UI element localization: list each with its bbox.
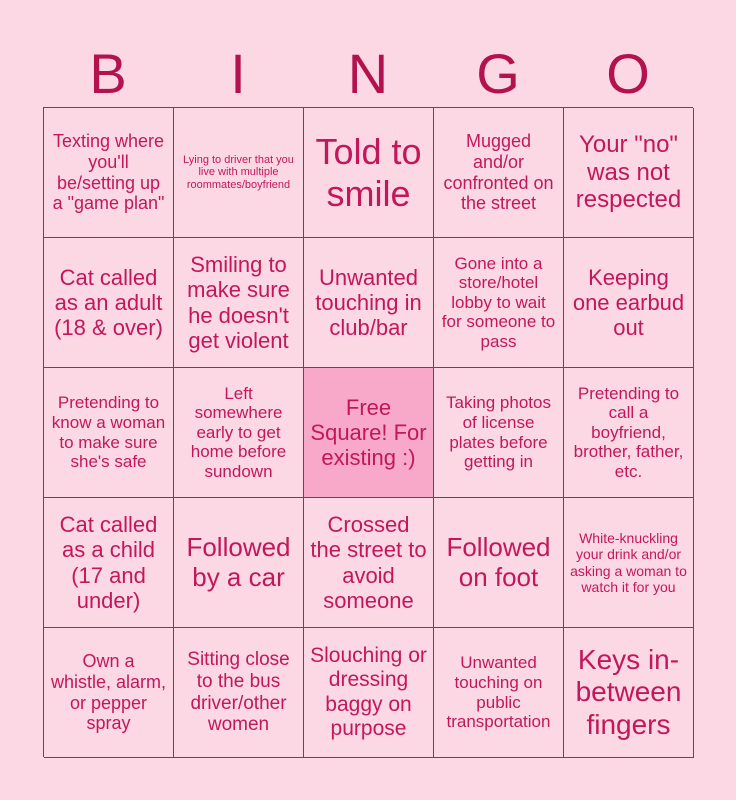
bingo-cell[interactable]: Your "no" was not respected [564,108,694,238]
bingo-cell[interactable]: Sitting close to the bus driver/other women [174,628,304,758]
bingo-header [43,40,693,108]
header-letter-i: I [230,42,246,105]
header-letter-n: N [347,42,389,105]
bingo-cell[interactable]: Cat called as an adult (18 & over) [44,238,174,368]
header-letter-b: B [89,42,127,105]
bingo-cell[interactable]: Crossed the street to avoid someone [304,498,434,628]
bingo-board [43,107,693,757]
bingo-cell[interactable]: Mugged and/or confronted on the street [434,108,564,238]
bingo-cell[interactable]: White-knuckling your drink and/or asking a woman to watch it for you [564,498,694,628]
bingo-cell[interactable]: Pretending to call a boyfriend, brother, father, etc. [564,368,694,498]
bingo-cell[interactable]: Told to smile [304,108,434,238]
bingo-cell[interactable]: Left somewhere early to get home before sundown [174,368,304,498]
bingo-cell[interactable]: Unwanted touching on public transportation [434,628,564,758]
bingo-cell[interactable]: Pretending to know a woman to make sure she's safe [44,368,174,498]
bingo-cell[interactable]: Unwanted touching in club/bar [304,238,434,368]
bingo-cell[interactable]: Lying to driver that you live with multiple roommates/boyfriend [174,108,304,238]
bingo-cell[interactable]: Keeping one earbud out [564,238,694,368]
bingo-cell[interactable]: Followed on foot [434,498,564,628]
bingo-cell[interactable]: Gone into a store/hotel lobby to wait for someone to pass [434,238,564,368]
free-square-cell[interactable]: Free Square! For existing :) [304,368,434,498]
header-letter-o: O [606,42,650,105]
bingo-cell[interactable]: Own a whistle, alarm, or pepper spray [44,628,174,758]
bingo-cell[interactable]: Cat called as a child (17 and under) [44,498,174,628]
bingo-cell[interactable]: Keys in-between fingers [564,628,694,758]
bingo-cell[interactable]: Texting where you'll be/setting up a "game plan" [44,108,174,238]
header-letter-g: G [476,42,520,105]
bingo-cell[interactable]: Smiling to make sure he doesn't get violent [174,238,304,368]
bingo-cell[interactable]: Taking photos of license plates before getting in [434,368,564,498]
bingo-cell[interactable]: Slouching or dressing baggy on purpose [304,628,434,758]
bingo-cell[interactable]: Followed by a car [174,498,304,628]
